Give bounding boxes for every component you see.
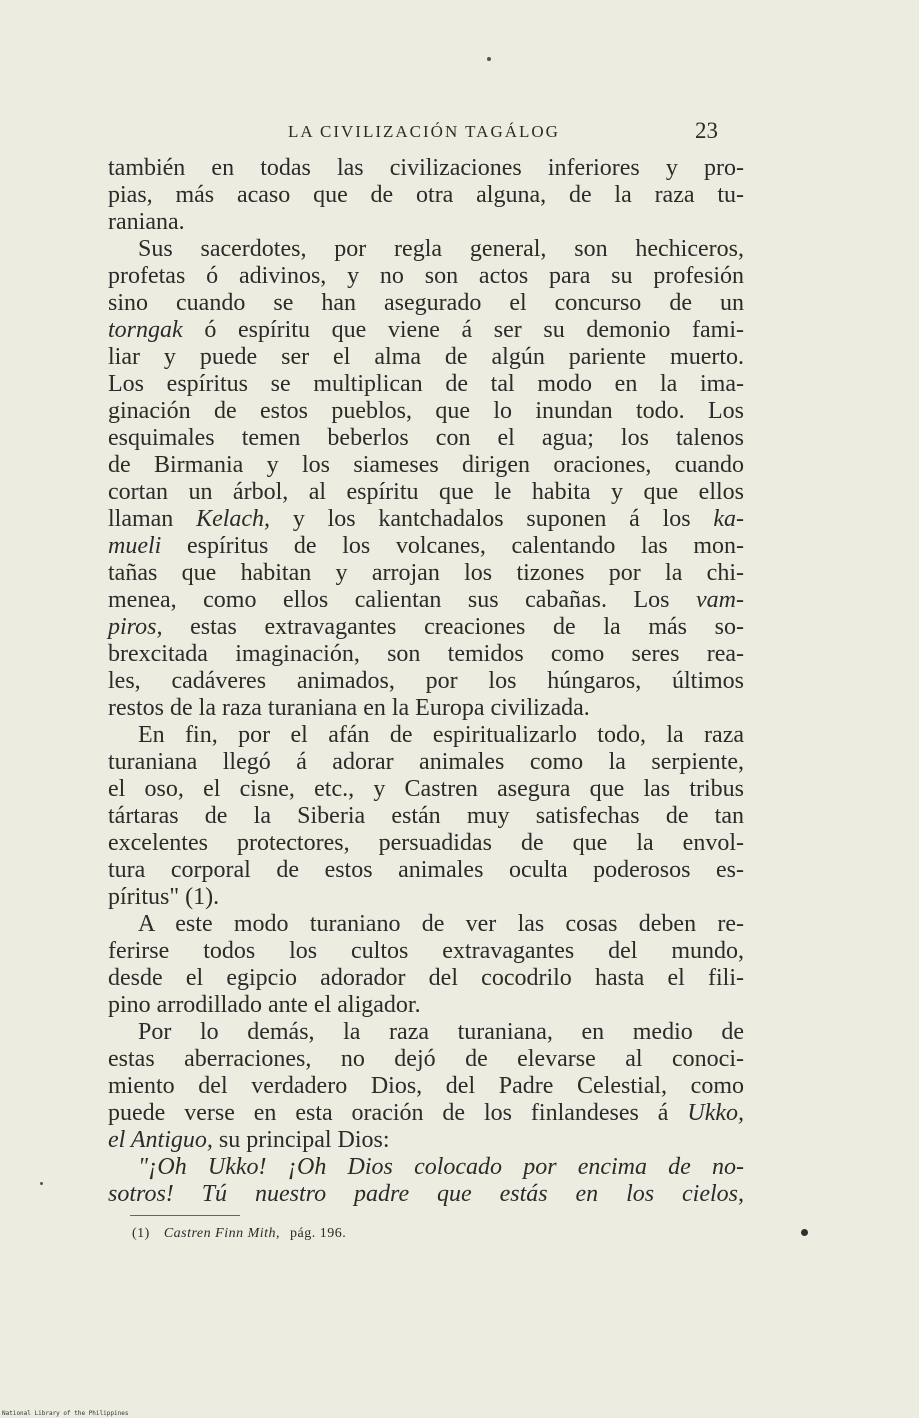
italic-term: ka- — [713, 506, 744, 532]
italic-term: el Antiguo, — [108, 1127, 213, 1153]
quote-line: sotros! Tú nuestro padre que estás en los cielos, — [108, 1181, 744, 1207]
text-line: de Birmania y los siameses dirigen oraciones, cuando — [108, 452, 744, 478]
footnote-mark: (1) — [132, 1226, 150, 1241]
italic-term: Kelach, — [196, 506, 271, 532]
text-line: brexcitada imaginación, son temidos como seres rea- — [108, 641, 744, 667]
running-head — [108, 118, 740, 148]
text-line: excelentes protectores, persuadidas de que la envol- — [108, 830, 744, 856]
line-segment: su principal Dios: — [212, 1127, 390, 1153]
footnote-rule — [130, 1215, 240, 1216]
text-line: pias, más acaso que de otra alguna, de la raza tu- — [108, 182, 744, 208]
line-segment: llaman — [108, 506, 197, 532]
line-segment: y los kantchadalos suponen á los — [270, 506, 714, 532]
text-line: ferirse todos los cultos extravagantes del mundo, — [108, 938, 744, 964]
italic-term: vam- — [696, 587, 744, 613]
text-line: desde el egipcio adorador del cocodrilo hasta el fili- — [108, 965, 744, 991]
line-segment: estas extravagantes creaciones de la más so- — [162, 614, 744, 640]
text-line: les, cadáveres animados, por los húngaros, últimos — [108, 668, 744, 694]
footnote-page: pág. 196. — [290, 1226, 347, 1241]
text-line — [108, 614, 744, 641]
text-line: ginación de estos pueblos, que lo inundan todo. Los — [108, 398, 744, 424]
text-line: miento del verdadero Dios, del Padre Celestial, como — [108, 1073, 744, 1099]
page-number: 23 — [695, 118, 718, 143]
italic-term: Ukko, — [687, 1100, 744, 1126]
text-line: liar y puede ser el alma de algún pariente muerto. — [108, 344, 744, 370]
ink-speck — [487, 57, 491, 61]
italic-term: torngak — [108, 317, 183, 343]
text-line — [108, 533, 744, 560]
paragraph-start-line: A este modo turaniano de ver las cosas deben re- — [138, 911, 744, 937]
text-line: tañas que habitan y arrojan los tizones por la chi- — [108, 560, 744, 586]
text-line: Los espíritus se multiplican de tal modo en la ima- — [108, 371, 744, 397]
text-line: cortan un árbol, al espíritu que le habita y que ellos — [108, 479, 744, 505]
text-line: estas aberraciones, no dejó de elevarse al conoci- — [108, 1046, 744, 1072]
line-segment: ó espíritu que viene á ser su demonio fami- — [182, 317, 744, 343]
text-line: sino cuando se han asegurado el concurso de un — [108, 290, 744, 316]
ink-speck — [40, 1182, 43, 1185]
paragraph-start-line: Sus sacerdotes, por regla general, son hechiceros, — [138, 236, 744, 262]
text-line: pino arrodillado ante el aligador. — [108, 992, 421, 1018]
text-line: raniana. — [108, 209, 185, 235]
text-line: esquimales temen beberlos con el agua; los talenos — [108, 425, 744, 451]
text-line: tura corporal de estos animales oculta poderosos es- — [108, 857, 744, 883]
italic-term: mueli — [108, 533, 162, 559]
footnote — [132, 1226, 346, 1242]
text-line: profetas ó adivinos, y no son actos para su profesión — [108, 263, 744, 289]
footnote-source: Castren Finn Mith, — [163, 1226, 281, 1241]
italic-term: piros, — [108, 614, 163, 640]
text-line — [108, 1100, 744, 1127]
text-line — [108, 317, 744, 344]
quote-line: "¡Oh Ukko! ¡Oh Dios colocado por encima de no- — [138, 1154, 744, 1180]
library-credit: National Library of the Philippines — [2, 1410, 129, 1417]
text-line: turaniana llegó á adorar animales como la serpiente, — [108, 749, 744, 775]
text-line: tártaras de la Siberia están muy satisfechas de tan — [108, 803, 744, 829]
body-text — [108, 155, 744, 1208]
text-line — [108, 506, 744, 533]
text-line: restos de la raza turaniana en la Europa civilizada. — [108, 695, 590, 721]
text-line — [108, 1127, 744, 1154]
text-line: también en todas las civilizaciones inferiores y pro- — [108, 155, 744, 181]
text-line: el oso, el cisne, etc., y Castren asegura que las tribus — [108, 776, 744, 802]
text-line: píritus" (1). — [108, 884, 220, 910]
line-segment: menea, como ellos calientan sus cabañas. Los — [108, 587, 697, 613]
running-title: LA CIVILIZACIÓN TAGÁLOG — [288, 122, 560, 141]
paragraph-start-line: Por lo demás, la raza turaniana, en medio de — [138, 1019, 744, 1045]
ink-speck — [801, 1229, 808, 1236]
line-segment: puede verse en esta oración de los finlandeses á — [108, 1100, 688, 1126]
paragraph-start-line: En fin, por el afán de espiritualizarlo todo, la raza — [138, 722, 744, 748]
line-segment: espíritus de los volcanes, calentando las mon- — [161, 533, 744, 559]
text-line — [108, 587, 744, 614]
